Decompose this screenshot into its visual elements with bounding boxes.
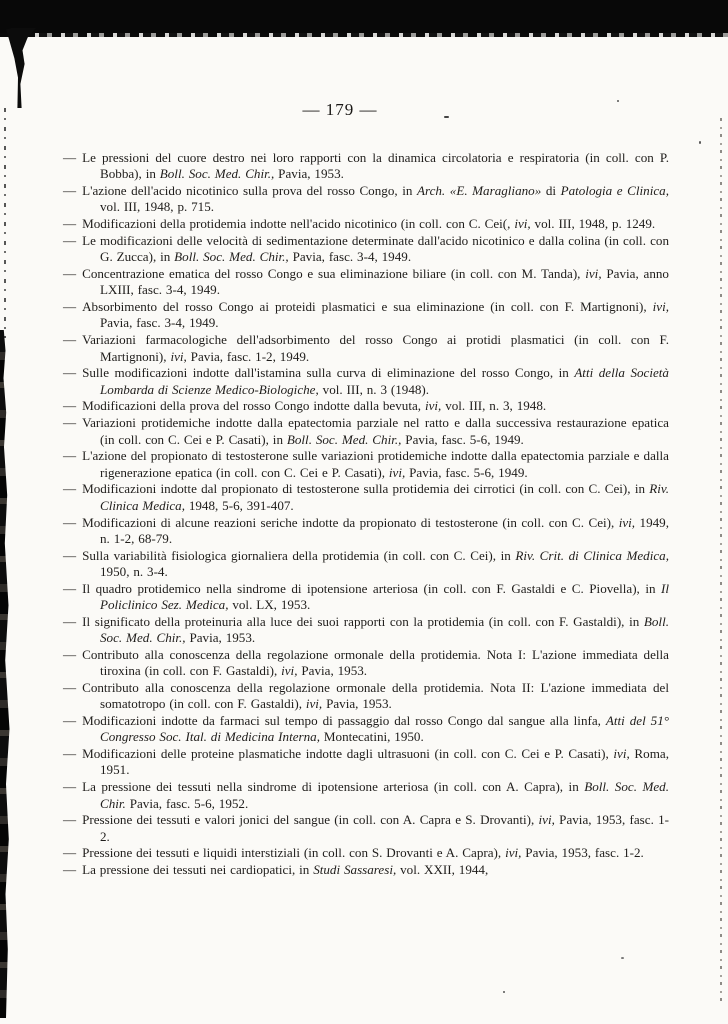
- entry-text: vol. III, 1948, p. 1249.: [530, 216, 656, 232]
- entry-text: Variazioni farmacologiche dell'adsorbimento del rosso Congo ai protidi plasmatici (in coll. con F. Martignoni),: [82, 332, 669, 364]
- entry-journal-title: Boll. Soc. Med. Chir.,: [159, 166, 275, 182]
- bibliography-entry: [63, 150, 669, 183]
- entry-text: Montecatini, 1950.: [320, 729, 424, 745]
- bibliography-entry: [63, 183, 669, 216]
- entry-journal-title: Arch. «E. Maragliano»: [416, 183, 542, 199]
- entry-text: Concentrazione ematica del rosso Congo e sua eliminazione biliare (in coll. con M. Tanda),: [82, 266, 586, 282]
- entry-journal-title: ivi,: [585, 266, 602, 282]
- scan-right-dotted-line: [720, 118, 722, 1002]
- bibliography-entry: [63, 515, 669, 548]
- entry-dash-marker: —: [63, 448, 77, 464]
- entry-text: Modificazioni delle proteine plasmatiche indotte dagli ultrasuoni (in coll. con C. Cei e P. Casati),: [82, 746, 614, 762]
- entry-journal-title: ivi,: [613, 746, 630, 762]
- entry-dash-marker: —: [63, 365, 77, 381]
- entry-text: Pavia, anno LXIII, fasc. 3-4, 1949.: [100, 266, 669, 298]
- entry-text: Sulla variabilità fisiologica giornaliera della protidemia (in coll. con C. Cei), in: [82, 547, 516, 563]
- entry-text: Pavia, 1953.: [297, 663, 368, 679]
- entry-journal-title: ivi,: [538, 812, 555, 828]
- entry-text: La pressione dei tessuti nella sindrome di ipotensione arteriosa (in coll. con A. Capra), in: [82, 779, 585, 795]
- entry-journal-title: ivi,: [170, 348, 187, 364]
- entry-text: Contributo alla conoscenza della regolazione ormonale della protidemia. Nota I: L'azione immediata della tiroxina (in coll. con F. Gastaldi),: [82, 646, 669, 679]
- entry-journal-title: Boll. Soc. Med. Chir.,: [100, 613, 669, 646]
- entry-text: Le pressioni del cuore destro nei loro rapporti con la dinamica circolatoria e respiratoria (in coll. con P. Bobba), in: [82, 150, 669, 182]
- entry-text: vol. III, n. 3, 1948.: [441, 398, 547, 414]
- bibliography-entry: [63, 862, 669, 878]
- scan-top-edge-ragged: [0, 33, 728, 37]
- entry-dash-marker: —: [63, 183, 77, 199]
- entry-journal-title: ivi,: [514, 216, 531, 232]
- bibliography-entry: [63, 415, 669, 448]
- scan-speck: [621, 957, 624, 959]
- entry-dash-marker: —: [63, 680, 77, 695]
- bibliography-entry: [63, 299, 669, 332]
- entry-text: Modificazioni della prova del rosso Congo indotte dalla bevuta,: [82, 398, 425, 414]
- entry-journal-title: Studi Sassaresi,: [313, 862, 397, 878]
- bibliography-entry: [63, 233, 669, 266]
- entry-dash-marker: —: [63, 216, 77, 232]
- entry-text: Absorbimento del rosso Congo ai proteidi plasmatici e sua eliminazione (in coll. con F. Martignoni),: [82, 299, 653, 315]
- entry-text: Pavia, 1953.: [274, 166, 344, 182]
- entry-dash-marker: —: [63, 779, 77, 795]
- scan-speck: [503, 991, 505, 993]
- scan-corner-ink-blob: [6, 28, 36, 108]
- entry-dash-marker: —: [63, 150, 77, 165]
- entry-dash-marker: —: [63, 845, 77, 861]
- entry-text: 1949, n. 1-2, 68-79.: [100, 514, 669, 546]
- entry-text: Pavia, 1953.: [185, 630, 256, 646]
- entry-text: Pavia, 1953, fasc. 1-2.: [100, 812, 670, 844]
- entry-dash-marker: —: [63, 862, 77, 878]
- bibliography-entry: [63, 266, 669, 299]
- entry-text: vol. XXII, 1944,: [396, 862, 489, 878]
- entry-text: Sulle modificazioni indotte dall'istamina sulla curva di eliminazione del rosso Congo, in: [82, 365, 575, 381]
- bibliography-entry: [63, 216, 669, 232]
- bibliography-entry: [63, 581, 669, 614]
- entry-text: Pavia, 1953.: [322, 696, 392, 712]
- bibliography-entry: [63, 680, 669, 713]
- entry-dash-marker: —: [63, 812, 77, 828]
- entry-text: Modificazioni indotte dal propionato di testosterone sulla protidemia dei cirrotici (in coll. con C. Cei), in: [82, 481, 650, 497]
- scan-left-binding-shadow: [0, 330, 10, 1018]
- entry-dash-marker: —: [63, 332, 77, 348]
- bibliography-entry: [63, 647, 669, 680]
- entry-text: Variazioni protidemiche indotte dalla epatectomia parziale nel ratto e dalla successiva restaurazione epatica (in coll. con C. Cei e P. Casati), in: [82, 415, 669, 447]
- entry-text: La pressione dei tessuti nei cardiopatici, in: [82, 862, 314, 878]
- entry-text: L'azione dell'acido nicotinico sulla prova del rosso Congo, in: [82, 183, 417, 199]
- entry-text: Pavia, fasc. 5-6, 1949.: [405, 464, 528, 480]
- entry-journal-title: Boll. Soc. Med. Chir.,: [286, 431, 402, 447]
- bibliography-entry: [63, 365, 669, 398]
- entry-journal-title: ivi,: [424, 398, 442, 414]
- bibliography-entry: [63, 746, 669, 779]
- entry-journal-title: Riv. Crit. di Clinica Medica,: [515, 547, 669, 563]
- entry-text: Pavia, fasc. 5-6, 1952.: [125, 795, 249, 811]
- page-number: — 179 —: [302, 100, 378, 119]
- bibliography-entry: [63, 332, 669, 365]
- entry-text: Modificazioni indotte da farmaci sul tempo di passaggio dal rosso Congo dal sangue alla linfa,: [82, 713, 606, 729]
- entry-text: Pavia, fasc. 5-6, 1949.: [401, 431, 524, 447]
- bibliography-entry: [63, 812, 669, 845]
- bibliography-entry: [63, 614, 669, 647]
- entry-journal-title: ivi,: [618, 514, 636, 530]
- bibliography-list: [63, 150, 669, 879]
- bibliography-entry: [63, 398, 669, 414]
- entry-journal-title: Il Policlinico Sez. Medica,: [100, 580, 669, 613]
- entry-text: Modificazioni della protidemia indotte nell'acido nicotinico (in coll. con C. Cei(,: [82, 216, 515, 232]
- entry-dash-marker: —: [63, 713, 77, 729]
- entry-journal-title: ivi,: [281, 663, 298, 679]
- entry-text: Pavia, fasc. 1-2, 1949.: [186, 348, 310, 364]
- entry-text: Contributo alla conoscenza della regolazione ormonale della protidemia. Nota II: L'azione immediata del somatotropo (in coll. con F. Gastaldi),: [82, 680, 669, 712]
- bibliography-entry: [63, 548, 669, 581]
- entry-journal-title: Atti della Società Lombarda di Scienze Medico-Biologiche,: [100, 365, 669, 397]
- entry-dash-marker: —: [63, 746, 77, 762]
- entry-dash-marker: —: [63, 299, 77, 315]
- scan-left-dotted-line: [4, 108, 6, 338]
- entry-text: vol. III, n. 3 (1948).: [318, 381, 430, 397]
- bibliography-entry: [63, 481, 669, 514]
- entry-journal-title: Riv. Clinica Medica,: [100, 481, 669, 513]
- entry-journal-title: Boll. Soc. Med. Chir.: [100, 779, 670, 811]
- bibliography-entry: [63, 713, 669, 746]
- entry-journal-title: ivi,: [652, 299, 669, 315]
- entry-journal-title: Atti del 51° Congresso Soc. Ital. di Medicina Interna,: [100, 713, 669, 745]
- entry-dash-marker: —: [63, 514, 77, 530]
- entry-journal-title: ivi,: [305, 696, 323, 712]
- entry-text: Le modificazioni delle velocità di sedimentazione determinate dall'acido nicotinico e dalla colina (in coll. con G. Zucca), in: [82, 232, 669, 265]
- entry-dash-marker: —: [63, 398, 77, 414]
- entry-dash-marker: —: [63, 580, 77, 596]
- entry-text: Pavia, 1953, fasc. 1-2.: [521, 845, 644, 861]
- entry-dash-marker: —: [63, 481, 77, 497]
- entry-text: Pavia, fasc. 3-4, 1949.: [100, 315, 219, 331]
- entry-text: Il quadro protidemico nella sindrome di ipotensione arteriosa (in coll. con F. Gastaldi e C. Piovella), in: [82, 580, 661, 596]
- entry-journal-title: Boll. Soc. Med. Chir.,: [174, 249, 289, 265]
- entry-text: Pavia, fasc. 3-4, 1949.: [288, 249, 412, 265]
- entry-text: Modificazioni di alcune reazioni seriche indotte da propionato di testosterone (in coll. con C. Cei),: [82, 514, 619, 530]
- entry-text: di: [541, 183, 561, 199]
- entry-text: L'azione del propionato di testosterone sulle variazioni protidemiche indotte dalla epatectomia parziale e dalla rigenerazione epatica (in coll. con C. Cei e P. Casati),: [82, 448, 669, 480]
- entry-journal-title: ivi,: [505, 845, 522, 861]
- entry-text: 1948, 5-6, 391-407.: [184, 497, 294, 513]
- entry-dash-marker: —: [63, 613, 77, 629]
- entry-text: Pressione dei tessuti e valori jonici del sangue (in coll. con A. Capra e S. Drovanti),: [82, 812, 539, 828]
- entry-dash-marker: —: [63, 646, 77, 662]
- entry-journal-title: Patologia e Clinica,: [560, 183, 669, 199]
- entry-text: 1950, n. 3-4.: [100, 563, 168, 579]
- entry-dash-marker: —: [63, 232, 77, 248]
- entry-text: Pressione dei tessuti e liquidi interstiziali (in coll. con S. Drovanti e A. Capra),: [82, 845, 506, 861]
- entry-journal-title: ivi,: [388, 464, 406, 480]
- entry-dash-marker: —: [63, 547, 77, 563]
- entry-dash-marker: —: [63, 266, 77, 282]
- bibliography-entry: [63, 448, 669, 481]
- scan-top-edge-band: [0, 0, 728, 33]
- bibliography-entry: [63, 845, 669, 861]
- entry-text: Roma, 1951.: [100, 746, 669, 778]
- entry-text: vol. LX, 1953.: [228, 597, 311, 613]
- entry-dash-marker: —: [63, 415, 77, 431]
- bibliography-entry: [63, 779, 669, 812]
- entry-text: Il significato della proteinuria alla luce dei suoi rapporti con la protidemia (in coll. con F. Gastaldi), in: [82, 613, 644, 629]
- scan-speck: [699, 141, 701, 144]
- entry-text: vol. III, 1948, p. 715.: [100, 199, 215, 215]
